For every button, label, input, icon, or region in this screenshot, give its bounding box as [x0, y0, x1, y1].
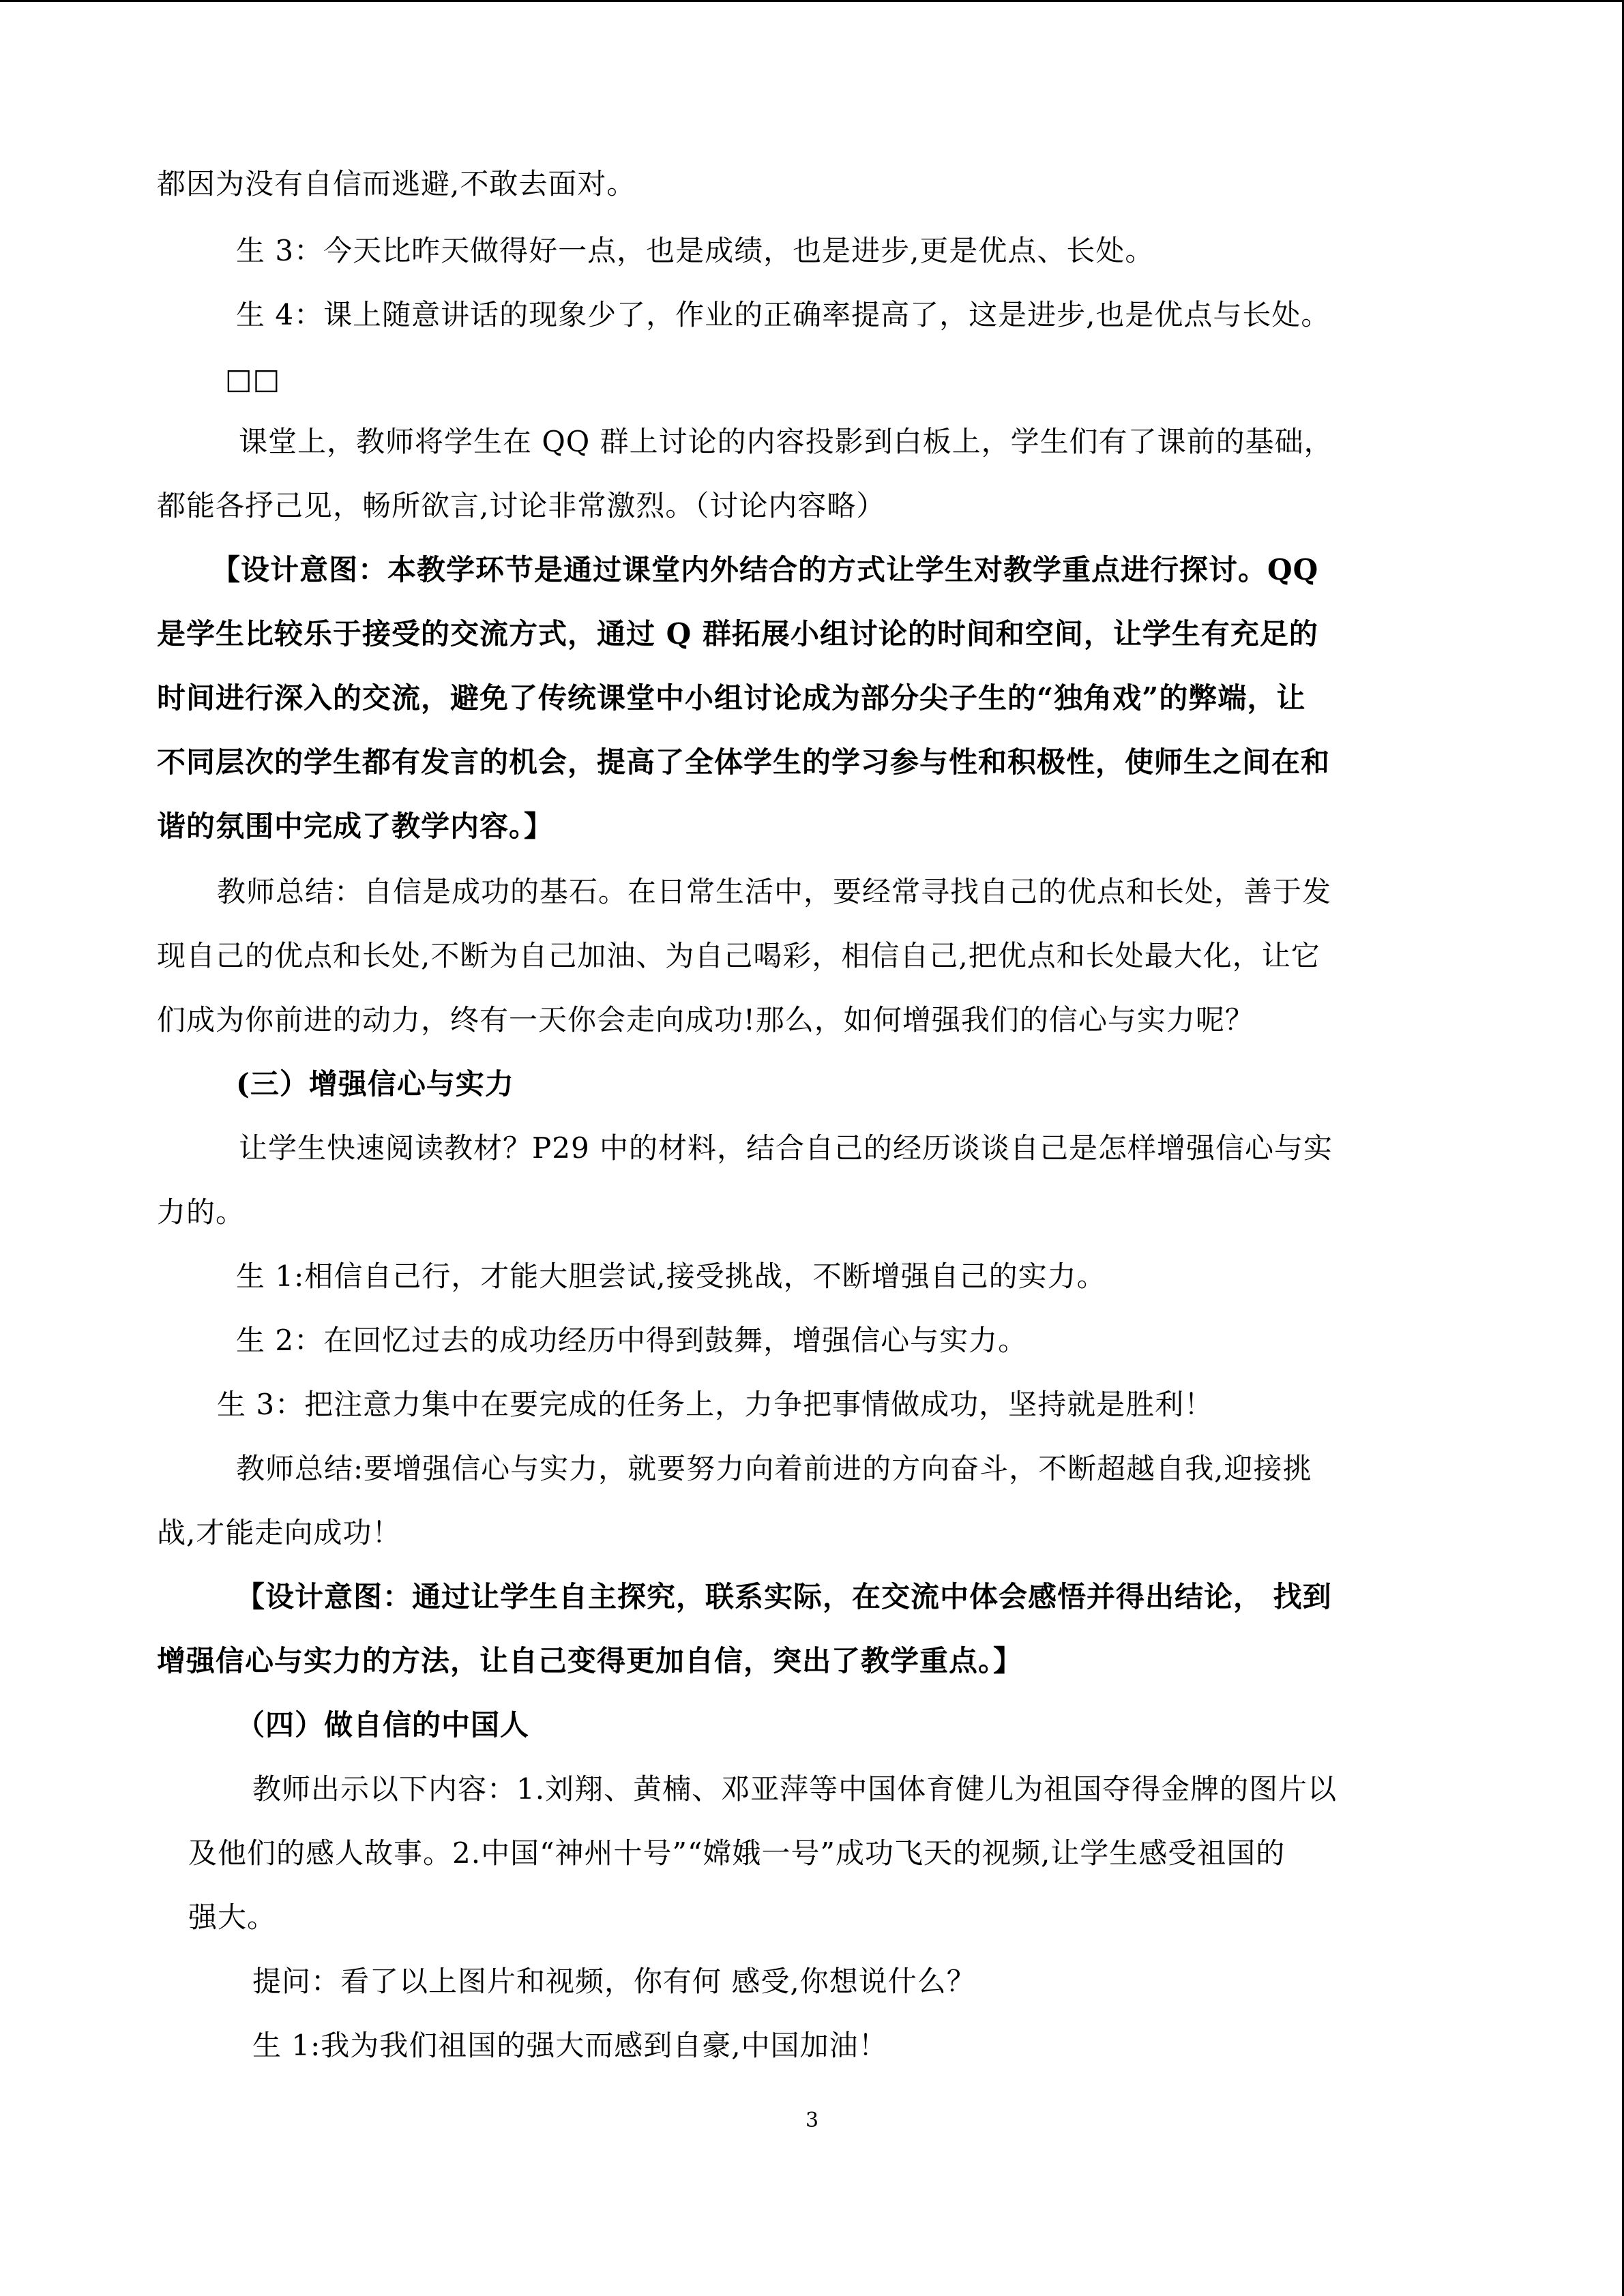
text-line: 战,才能走向成功！: [157, 1516, 402, 1549]
text-line: 强大。: [188, 1900, 277, 1934]
design-intent-line: 【设计意图：本教学环节是通过课堂内外结合的方式让学生对教学重点进行探讨。QQ: [211, 553, 1319, 586]
text-line: 都能各抒己见，畅所欲言,讨论非常激烈。（讨论内容略）: [157, 489, 886, 522]
text-line: 生 1:相信自己行，才能大胆尝试,接受挑战，不断增强自己的实力。: [236, 1259, 1106, 1293]
text-line: 生 1:我为我们祖国的强大而感到自豪,中国加油！: [252, 2029, 888, 2062]
text-line: 提问：看了以上图片和视频，你有何 感受,你想说什么？: [252, 1965, 976, 1998]
text-line: 课堂上，教师将学生在 QQ 群上讨论的内容投影到白板上，学生们有了课前的基础，: [239, 425, 1333, 458]
placeholder-glyphs: □□: [225, 362, 281, 396]
text-line: 生 3：把注意力集中在要完成的任务上，力争把事情做成功，坚持就是胜利！: [217, 1388, 1214, 1421]
design-intent-line: 【设计意图：通过让学生自主探究，联系实际，在交流中体会感悟并得出结论， 找到: [236, 1580, 1332, 1613]
text-line: 让学生快速阅读教材？P29 中的材料，结合自己的经历谈谈自己是怎样增强信心与实: [239, 1131, 1333, 1165]
text-line: 生 4：课上随意讲话的现象少了，作业的正确率提高了，这是进步,也是优点与长处。: [236, 298, 1331, 331]
text-line: 生 3：今天比昨天做得好一点，也是成绩，也是进步,更是优点、长处。: [236, 234, 1155, 267]
text-line: 教师出示以下内容：1.刘翔、黄楠、邓亚萍等中国体育健儿为祖国夺得金牌的图片以: [252, 1772, 1338, 1806]
text-line: 都因为没有自信而逃避,不敢去面对。: [157, 167, 636, 200]
design-intent-line: 时间进行深入的交流，避免了传统课堂中小组讨论成为部分尖子生的“独角戏”的弊端，让: [157, 681, 1306, 715]
page-number: 3: [805, 2108, 819, 2132]
section-heading: (三）增强信心与实力: [236, 1067, 514, 1101]
text-line: 及他们的感人故事。2.中国“神州十号”“嫦娥一号”成功飞天的视频,让学生感受祖国的: [188, 1836, 1286, 1870]
text-line: 教师总结:要增强信心与实力，就要努力向着前进的方向奋斗，不断超越自我,迎接挑: [236, 1452, 1312, 1485]
text-line: 教师总结：自信是成功的基石。在日常生活中，要经常寻找自己的优点和长处，善于发: [217, 875, 1332, 908]
section-heading: （四）做自信的中国人: [236, 1708, 530, 1742]
design-intent-line: 是学生比较乐于接受的交流方式，通过 Q 群拓展小组讨论的时间和空间，让学生有充足的: [157, 617, 1318, 651]
design-intent-line: 不同层次的学生都有发言的机会，提高了全体学生的学习参与性和积极性，使师生之间在和: [157, 745, 1331, 779]
design-intent-line: 增强信心与实力的方法，让自己变得更加自信，突出了教学重点。】: [157, 1644, 1023, 1678]
text-line: 力的。: [157, 1195, 246, 1229]
text-line: 生 2：在回忆过去的成功经历中得到鼓舞，增强信心与实力。: [236, 1324, 1028, 1357]
text-line: 们成为你前进的动力，终有一天你会走向成功!那么，如何增强我们的信心与实力呢？: [157, 1003, 1254, 1037]
text-line: 现自己的优点和长处,不断为自己加油、为自己喝彩，相信自己,把优点和长处最大化，让它: [157, 939, 1320, 972]
design-intent-line: 谐的氛围中完成了教学内容。】: [157, 809, 554, 843]
